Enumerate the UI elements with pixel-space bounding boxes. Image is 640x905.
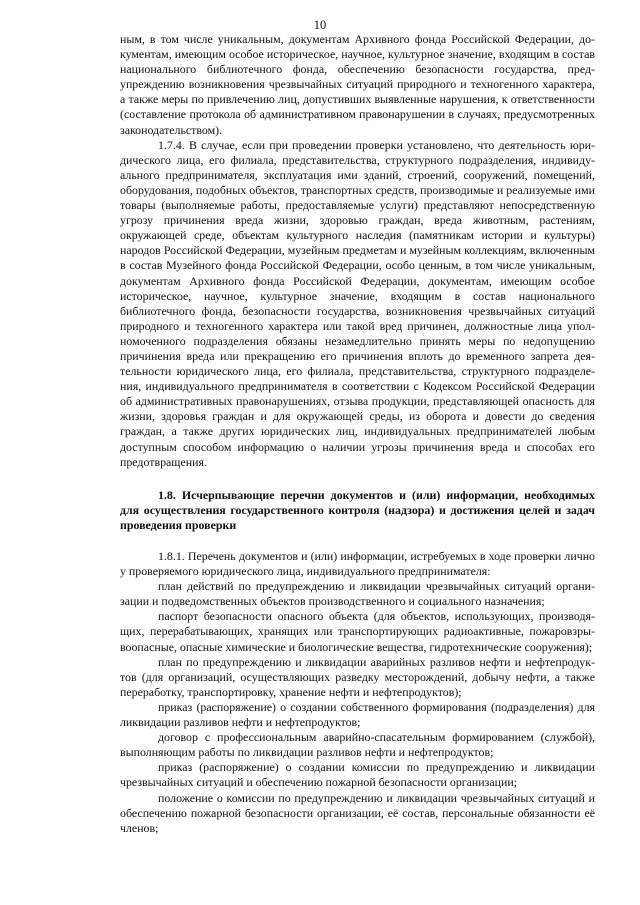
- list-item: договор с профессиональным аварийно-спасательным формированием (службой), выполняющим работы по ликвидации разливов нефти и нефтепродуктов;: [120, 730, 595, 760]
- list-item: план действий по предупреждению и ликвидации чрезвычайных ситуаций организации и подведомственных объектов производственного и социального назначения;: [120, 579, 595, 609]
- list-item: паспорт безопасности опасного объекта (для объектов, использующих, производящих, перерабатывающих, хранящих или транспортирующих радиоактивные, пожаровзрывоопасные, опасные химические и биологические вещества, гидротехнические сооружения);: [120, 609, 595, 654]
- paragraph-1-8-1: 1.8.1. Перечень документов и (или) информации, истребуемых в ходе проверки лично у проверяемого юридического лица, индивидуального предпринимателя:: [120, 549, 595, 579]
- document-body: [120, 32, 595, 836]
- list-item: положение о комиссии по предупреждению и ликвидации чрезвычайных ситуаций и обеспечению пожарной безопасности организации, её состав, персональные обязанности её членов;: [120, 790, 595, 835]
- list-item: план по предупреждению и ликвидации аварийных разливов нефти и нефтепродуктов (для организаций, осуществляющих разведку месторождений, добычу нефти, а также переработку, транспортировку, хранение нефти и нефтепродуктов);: [120, 654, 595, 699]
- paragraph-1-7-4: 1.7.4. В случае, если при проведении проверки установлено, что деятельность юридического лица, его филиала, представительства, структурного подразделения, индивидуального предпринимателя, эксплуатация ими зданий, строений, сооружений, помещений, оборудования, подобных объектов, транспортных средств, производимые и реализуемые ими товары (выполняемые работы, предоставляемые услуги) представляют непосредственную угрозу причинения вреда жизни, здоровью граждан, вреда животным, растениям, окружающей среде, объектам культурного наследия (памятникам истории и культуры) народов Российской Федерации, музейным предметам и музейным коллекциям, включенным в состав Музейного фонда Российской Федерации, особо ценным, в том числе уникальным, документам Архивного фонда Российской Федерации, документам, имеющим особое историческое, научное, культурное значение, входящим в состав национального библиотечного фонда, безопасности государства, возникновения чрезвычайных ситуаций природного и техногенного характера или такой вред причинен, должностные лица уполномоченного подразделения обязаны незамедлительно принять меры по недопущению причинения вреда или прекращению его причинения вплоть до временного запрета деятельности юридического лица, его филиала, представительства, структурного подразделения, индивидуального предпринимателя в соответствии с Кодексом Российской Федерации об административных правонарушениях, отзыва продукции, представляющей опасность для жизни, здоровья граждан и для окружающей среды, из оборота и довести до сведения граждан, а также других юридических лиц, индивидуальных предпринимателей любым доступным способом информацию о наличии угрозы причинения вреда и способах его предотвращения.: [120, 137, 595, 469]
- list-item: приказ (распоряжение) о создании собственного формирования (подразделения) для ликвидации разливов нефти и нефтепродуктов;: [120, 699, 595, 730]
- page-number: 10: [313, 18, 327, 32]
- section-heading-1-8: 1.8. Исчерпывающие перечни документов и (или) информации, необходимых для осуществления государственного контроля (надзора) и достижения целей и задач проведения проверки: [120, 487, 595, 532]
- list-item: приказ (распоряжение) о создании комиссии по предупреждению и ликвидации чрезвычайных ситуаций и обеспечению пожарной безопасности организации;: [120, 760, 595, 790]
- paragraph-continuation: ным, в том числе уникальным, документам Архивного фонда Российской Федерации, документам, имеющим особое историческое, научное, культурное значение, входящим в состав национального библиотечного фонда, обеспечению безопасности государства, предупреждению возникновения чрезвычайных ситуаций природного и техногенного характера, а также меры по привлечению лиц, допустивших выявленные нарушения, к ответственности (составление протокола об административном правонарушении в случаях, предусмотренных законодательством).: [120, 32, 595, 137]
